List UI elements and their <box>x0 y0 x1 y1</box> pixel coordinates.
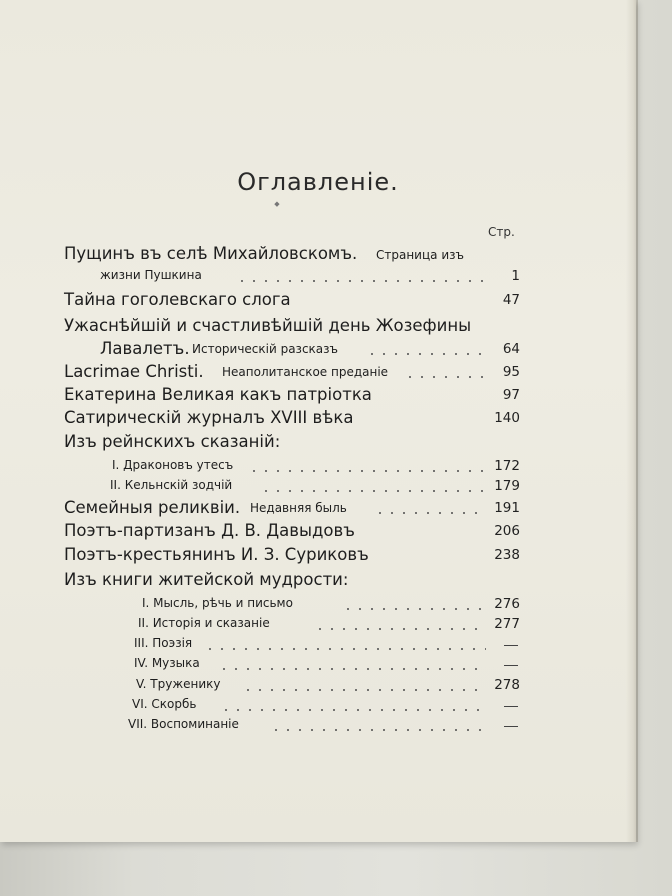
entry-title: Lacrimae Christi. <box>64 362 204 381</box>
page-number: 47 <box>502 292 520 308</box>
dot-leader <box>270 729 486 731</box>
page-number: 277 <box>494 616 520 632</box>
subentry-title: II. Исторія и сказаніе <box>138 616 270 630</box>
entry-subtitle: Недавняя быль <box>250 501 347 515</box>
subentry-title: III. Поэзія <box>134 636 193 650</box>
page-title: Оглавленіе. <box>237 168 399 196</box>
entry-title: Ужаснѣйшій и счастливѣйшій день Жозефины <box>64 316 472 335</box>
toc-entry-continuation <box>64 339 520 361</box>
subentry-title: V. Труженику <box>136 677 221 691</box>
toc-subentry <box>64 654 520 676</box>
entry-title: Екатерина Великая какъ патріотка <box>64 385 372 404</box>
dot-leader <box>204 648 486 650</box>
dot-leader <box>218 668 486 670</box>
entry-title: Семейныя реликвіи. <box>64 498 241 517</box>
entry-subtitle: Неаполитанское преданіе <box>222 365 389 379</box>
toc-subentry <box>64 634 520 656</box>
toc-subentry <box>64 476 520 498</box>
page-number: 276 <box>494 596 520 612</box>
toc-entry-continuation <box>64 266 520 288</box>
subentry-title: VII. Воспоминаніе <box>128 717 239 731</box>
toc-entry <box>64 362 520 384</box>
page-dash <box>504 645 518 646</box>
page-number: 95 <box>502 364 520 380</box>
toc-entry <box>64 316 520 338</box>
toc-entry <box>64 498 520 520</box>
entry-title: Изъ книги житейской мудрости: <box>64 570 349 589</box>
page-number: 64 <box>502 341 520 357</box>
page-number: 140 <box>494 410 520 426</box>
page-number: 179 <box>494 478 520 494</box>
entry-title: Поэтъ-партизанъ Д. В. Давыдовъ <box>64 521 355 540</box>
toc-entry <box>64 432 520 454</box>
subentry-title: VI. Скорбь <box>132 697 197 711</box>
toc-subentry <box>64 675 520 697</box>
page-number: 97 <box>502 387 520 403</box>
toc-entry <box>64 570 520 592</box>
toc-subentry <box>64 614 520 636</box>
toc-entry <box>64 521 520 543</box>
page-number: 172 <box>494 458 520 474</box>
page-dash <box>504 706 518 707</box>
title-ornament: ◆ <box>274 200 280 208</box>
entry-title: Пущинъ въ селѣ Михайловскомъ. <box>64 244 358 263</box>
dot-leader <box>260 490 484 492</box>
entry-subtitle: Страница изъ <box>376 248 464 262</box>
dot-leader <box>220 709 486 711</box>
entry-subtitle: жизни Пушкина <box>100 268 202 282</box>
toc-subentry <box>64 594 520 616</box>
page-column-label: Стр. <box>488 225 515 239</box>
dot-leader <box>342 608 484 610</box>
entry-title: Лавалетъ. <box>100 339 190 358</box>
entry-title: Изъ рейнскихъ сказаній: <box>64 432 281 451</box>
entry-subtitle: Историческій разсказъ <box>192 342 338 356</box>
subentry-title: I. Мысль, рѣчь и письмо <box>142 596 293 610</box>
dot-leader <box>314 628 484 630</box>
toc-entry <box>64 290 520 312</box>
subentry-title: I. Драконовъ утесъ <box>112 458 234 472</box>
page-dash <box>504 665 518 666</box>
page-number: 206 <box>494 523 520 539</box>
dot-leader <box>366 353 486 355</box>
toc-entry <box>64 545 520 567</box>
subentry-title: II. Кельнскій зодчій <box>110 478 233 492</box>
subentry-title: IV. Музыка <box>134 656 200 670</box>
toc-subentry <box>64 715 520 737</box>
entry-title: Тайна гоголевскаго слога <box>64 290 291 309</box>
dot-leader <box>248 470 484 472</box>
entry-title: Поэтъ-крестьянинъ И. З. Суриковъ <box>64 545 369 564</box>
toc-entry <box>64 244 520 266</box>
toc-entry <box>64 385 520 407</box>
entry-title: Сатирическій журналъ XVIII вѣка <box>64 408 354 427</box>
dot-leader <box>236 280 486 282</box>
page-number: 238 <box>494 547 520 563</box>
page-number: 191 <box>494 500 520 516</box>
dot-leader <box>374 512 482 514</box>
dot-leader <box>404 376 488 378</box>
toc-subentry <box>64 456 520 478</box>
toc-subentry <box>64 695 520 717</box>
toc-entry <box>64 408 520 430</box>
page-dash <box>504 726 518 727</box>
page-number: 1 <box>511 268 520 284</box>
dot-leader <box>242 689 484 691</box>
page-number: 278 <box>494 677 520 693</box>
